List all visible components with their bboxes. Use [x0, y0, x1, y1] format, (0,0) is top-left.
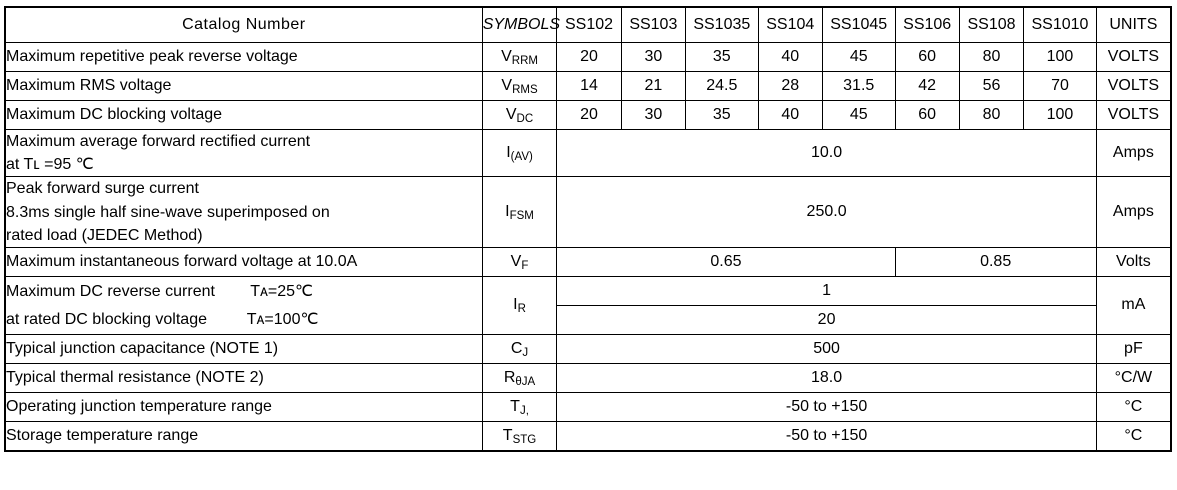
row-value: 100 [1024, 101, 1097, 130]
row-parameter [5, 43, 482, 72]
row-symbol [482, 276, 557, 334]
row-units: °C/W [1096, 363, 1171, 392]
symbol-main: V [505, 106, 517, 123]
table-row [5, 72, 1171, 101]
symbol-subscript: J, [519, 404, 529, 417]
header-part-ss106: SS106 [895, 7, 959, 43]
row-parameter-line: Typical junction capacitance (NOTE 1) [6, 340, 279, 358]
row-parameter-line: Operating junction temperature range [6, 398, 272, 416]
row-parameter [5, 177, 482, 248]
row-value: 35 [686, 43, 759, 72]
row-parameter-line: at Tʟ =95 ℃ [6, 156, 94, 174]
table-row [5, 101, 1171, 130]
row-units: Amps [1096, 130, 1171, 177]
row-symbol [482, 392, 557, 421]
row-value: 42 [895, 72, 959, 101]
row-merged-value: 18.0 [557, 363, 1096, 392]
row-value: 30 [621, 43, 685, 72]
row-units: Volts [1096, 247, 1171, 276]
row-parameter [5, 363, 482, 392]
row-parameter-line: Maximum DC blocking voltage [6, 106, 223, 124]
row-value: 14 [557, 72, 621, 101]
table-row [5, 421, 1171, 451]
row-parameter-line: Maximum repetitive peak reverse voltage [6, 48, 298, 66]
row-units: °C [1096, 421, 1171, 451]
symbol-main: V [501, 48, 512, 65]
row-value: 60 [895, 101, 959, 130]
row-parameter [5, 130, 482, 177]
row-symbol [482, 247, 557, 276]
row-value-group-low: 0.65 [557, 247, 895, 276]
row-value: 56 [959, 72, 1023, 101]
table-row [5, 334, 1171, 363]
row-value: 30 [621, 101, 685, 130]
symbol-subscript: RRM [511, 55, 538, 67]
header-part-ss1010: SS1010 [1024, 7, 1097, 43]
row-value: 40 [758, 43, 822, 72]
table-row [5, 130, 1171, 177]
row-merged-value: -50 to +150 [557, 392, 1096, 421]
row-units: °C [1096, 392, 1171, 421]
row-value: 31.5 [822, 72, 895, 101]
row-symbol [482, 363, 557, 392]
row-value: 20 [557, 101, 621, 130]
header-part-ss1035: SS1035 [686, 7, 759, 43]
row-symbol [482, 72, 557, 101]
symbol-main: T [502, 426, 513, 444]
row-value: 40 [758, 101, 822, 130]
symbol-subscript: F [521, 259, 529, 272]
symbol-main: V [501, 77, 513, 94]
header-units: UNITS [1096, 7, 1171, 43]
row-parameter [5, 101, 482, 130]
row-parameter [5, 334, 482, 363]
row-units: mA [1096, 276, 1171, 334]
row-value: 100 [1024, 43, 1097, 72]
row-parameter [5, 72, 482, 101]
row-value: 70 [1024, 72, 1097, 101]
row-symbol [482, 421, 557, 451]
symbol-main: C [510, 339, 523, 357]
row-parameter [5, 421, 482, 451]
row-parameter [5, 392, 482, 421]
symbol-subscript: θJA [515, 375, 536, 388]
row-units: pF [1096, 334, 1171, 363]
symbol-main: V [510, 252, 522, 270]
row-merged-value: 1 [557, 276, 1096, 305]
symbol-main: I [505, 203, 510, 221]
row-value: 24.5 [686, 72, 759, 101]
symbol-subscript: STG [512, 433, 537, 446]
symbol-subscript: DC [516, 113, 534, 125]
symbol-subscript: (AV) [510, 151, 533, 164]
header-part-ss108: SS108 [959, 7, 1023, 43]
symbol-subscript: J [522, 346, 529, 359]
table-row [5, 247, 1171, 276]
header-part-ss102: SS102 [557, 7, 621, 43]
header-symbols: SYMBOLS [482, 7, 557, 43]
symbol-subscript: RMS [512, 84, 538, 96]
row-value: 45 [822, 43, 895, 72]
row-parameter-line: Typical thermal resistance (NOTE 2) [6, 369, 264, 387]
row-parameter-line: Maximum DC reverse current Tᴀ=25℃ [6, 282, 314, 300]
row-symbol [482, 43, 557, 72]
row-symbol [482, 130, 557, 177]
row-symbol [482, 177, 557, 248]
table-row [5, 363, 1171, 392]
row-units: VOLTS [1096, 43, 1171, 72]
symbol-main: R [503, 368, 516, 386]
maximum-ratings-table [4, 6, 1172, 452]
symbol-subscript: FSM [509, 210, 534, 223]
row-value: 28 [758, 72, 822, 101]
table-row [5, 43, 1171, 72]
symbol-main: I [513, 296, 518, 314]
table-row [5, 276, 1171, 305]
row-parameter-line: 8.3ms single half sine-wave superimposed on [6, 203, 330, 221]
row-merged-value: -50 to +150 [557, 421, 1096, 451]
symbol-main: T [510, 397, 520, 415]
row-value: 35 [686, 101, 759, 130]
table-row [5, 392, 1171, 421]
row-value: 21 [621, 72, 685, 101]
row-value: 45 [822, 101, 895, 130]
row-merged-value: 10.0 [557, 130, 1096, 177]
row-value: 20 [557, 43, 621, 72]
row-value: 80 [959, 101, 1023, 130]
row-units: VOLTS [1096, 101, 1171, 130]
row-units: VOLTS [1096, 72, 1171, 101]
header-part-ss1045: SS1045 [822, 7, 895, 43]
header-part-ss104: SS104 [758, 7, 822, 43]
row-units: Amps [1096, 177, 1171, 248]
row-parameter-line: Storage temperature range [6, 427, 199, 445]
row-symbol [482, 334, 557, 363]
row-parameter [5, 305, 482, 334]
table-row [5, 177, 1171, 248]
row-merged-value: 20 [557, 305, 1096, 334]
row-symbol [482, 101, 557, 130]
row-parameter-line: at rated DC blocking voltage Tᴀ=100℃ [6, 311, 319, 329]
row-value-group-high: 0.85 [895, 247, 1096, 276]
symbol-main: I [506, 144, 511, 162]
header-catalog-number: Catalog Number [5, 7, 482, 43]
row-value: 80 [959, 43, 1023, 72]
row-parameter [5, 276, 482, 305]
symbol-subscript: R [517, 303, 526, 316]
table-header-row [5, 7, 1171, 43]
header-part-ss103: SS103 [621, 7, 685, 43]
row-parameter-line: Maximum instantaneous forward voltage at 10.0A [6, 253, 358, 271]
row-merged-value: 500 [557, 334, 1096, 363]
row-parameter-line: rated load (JEDEC Method) [6, 226, 203, 244]
row-parameter-line: Maximum RMS voltage [6, 77, 172, 95]
row-parameter-line: Maximum average forward rectified current [6, 133, 311, 150]
row-value: 60 [895, 43, 959, 72]
row-merged-value: 250.0 [557, 177, 1096, 248]
row-parameter [5, 247, 482, 276]
row-parameter-line: Peak forward surge current [6, 180, 199, 198]
table-row [5, 305, 1171, 334]
